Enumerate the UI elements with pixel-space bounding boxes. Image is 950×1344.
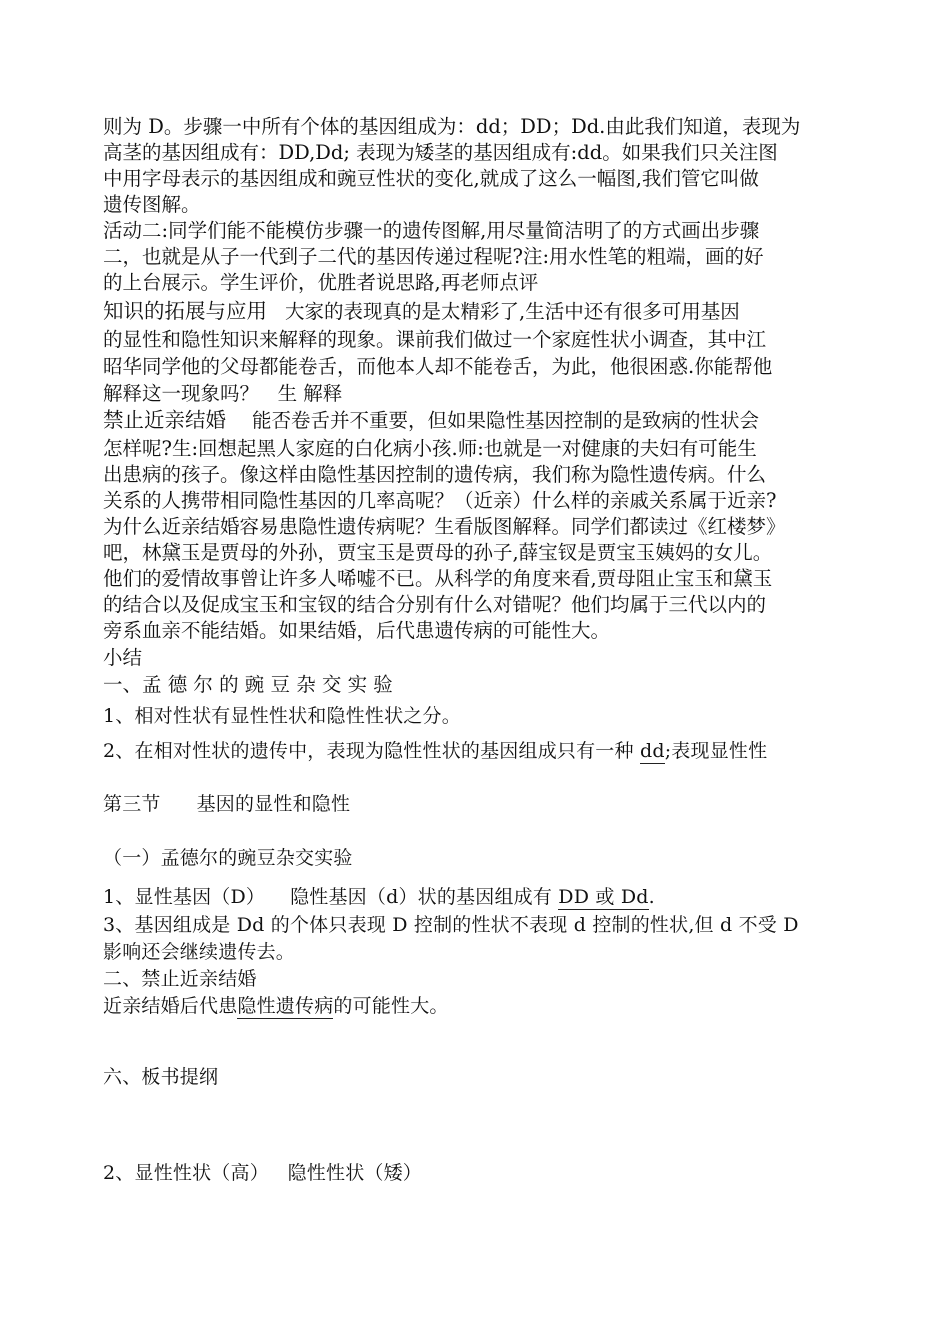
para-line: 二，也就是从子一代到子二代的基因传递过程呢?注:用水性笔的粗端，画的好	[103, 245, 764, 268]
para-line: 怎样呢?生:回想起黑人家庭的白化病小孩.师:也就是一对健康的夫妇有可能生	[103, 437, 757, 460]
expand-first-line	[103, 298, 740, 325]
summary-point-1: 1、相对性状有显性性状和隐性性状之分。	[103, 705, 461, 727]
para-line: 则为 D。步骤一中所有个体的基因组成为：dd；DD；Dd.由此我们知道，表现为	[103, 115, 801, 138]
para-line: 活动二:同学们能不能模仿步骤一的遗传图解,用尽量简洁明了的方式画出步骤	[103, 219, 760, 242]
board-item-1: 1、显性基因（D） 隐性基因（d）状的基因组成有 DD 或 Dd.	[103, 886, 655, 908]
board-item-2: 2、显性性状（高） 隐性性状（矮）	[103, 1162, 423, 1184]
para-line: 的结合以及促成宝玉和宝钗的结合分别有什么对错呢？他们均属于三代以内的	[103, 593, 767, 616]
section-heading-expand: 知识的拓展与应用	[103, 299, 267, 323]
underlined-answer: dd	[639, 740, 665, 762]
para-text: 大家的表现真的是太精彩了,生活中还有很多可用基因	[285, 300, 740, 323]
para-line: 关系的人携带相同隐性基因的几率高呢？（近亲）什么样的亲戚关系属于近亲?	[103, 489, 777, 512]
para-line: 昭华同学他的父母都能卷舌，而他本人却不能卷舌，为此，他很困惑.你能帮他	[103, 355, 773, 378]
underlined-answer: DD 或 Dd	[558, 886, 649, 908]
para-line: 为什么近亲结婚容易患隐性遗传病呢？生看版图解释。同学们都读过《红楼梦》	[103, 515, 786, 538]
outline-title: 六、板书提纲	[103, 1066, 219, 1088]
board-item-3b: 影响还会继续遗传去。	[103, 941, 296, 963]
para-line: 出患病的孩子。像这样由隐性基因控制的遗传病，我们称为隐性遗传病。什么	[103, 463, 767, 486]
para-line: 他们的爱情故事曾让许多人唏嘘不已。从科学的角度来看,贾母阻止宝玉和黛玉	[103, 567, 773, 590]
section-title: 基因的显性和隐性	[196, 793, 351, 815]
board-item-3a: 3、基因组成是 Dd 的个体只表现 D 控制的性状不表现 d 控制的性状,但 d 不受 D	[103, 914, 799, 936]
board-sub-1: （一）孟德尔的豌豆杂交实验	[103, 847, 353, 869]
para-line: 高茎的基因组成有：DD,Dd; 表现为矮茎的基因组成有:dd。如果我们只关注图	[103, 141, 778, 164]
section-line	[103, 791, 350, 817]
summary-part1-title: 一、孟 德 尔 的 豌 豆 杂 交 实 验	[103, 673, 393, 696]
para-line: 的显性和隐性知识来解释的现象。课前我们做过一个家庭性状小调查，其中江	[103, 328, 767, 351]
para-line: 旁系血亲不能结婚。如果结婚，后代患遗传病的可能性大。	[103, 619, 611, 642]
para-line: 的上台展示。学生评价，优胜者说思路,再老师点评	[103, 271, 539, 294]
para-line: 遗传图解。	[103, 193, 201, 216]
summary-point-2: 2、在相对性状的遗传中，表现为隐性性状的基因组成只有一种 dd;表现显性性	[103, 740, 768, 762]
underlined-answer: 隐性遗传病	[237, 995, 334, 1017]
para-line: 中用字母表示的基因组成和豌豆性状的变化,就成了这么一幅图,我们管它叫做	[103, 167, 759, 190]
section-number: 第三节	[103, 793, 161, 815]
section-heading-marriage: 禁止近亲结婚	[103, 408, 226, 432]
board-part2-text: 近亲结婚后代患隐性遗传病的可能性大。	[103, 995, 449, 1017]
marriage-first-line	[103, 407, 759, 434]
para-line: 解释这一现象吗？ 生 解释	[103, 382, 343, 405]
board-part2-title: 二、禁止近亲结婚	[103, 968, 257, 990]
para-text: 能否卷舌并不重要，但如果隐性基因控制的是致病的性状会	[252, 409, 760, 432]
summary-title: 小结	[103, 646, 143, 669]
para-line: 吧，林黛玉是贾母的外孙，贾宝玉是贾母的孙子,薛宝钗是贾宝玉姨妈的女儿。	[103, 541, 773, 564]
